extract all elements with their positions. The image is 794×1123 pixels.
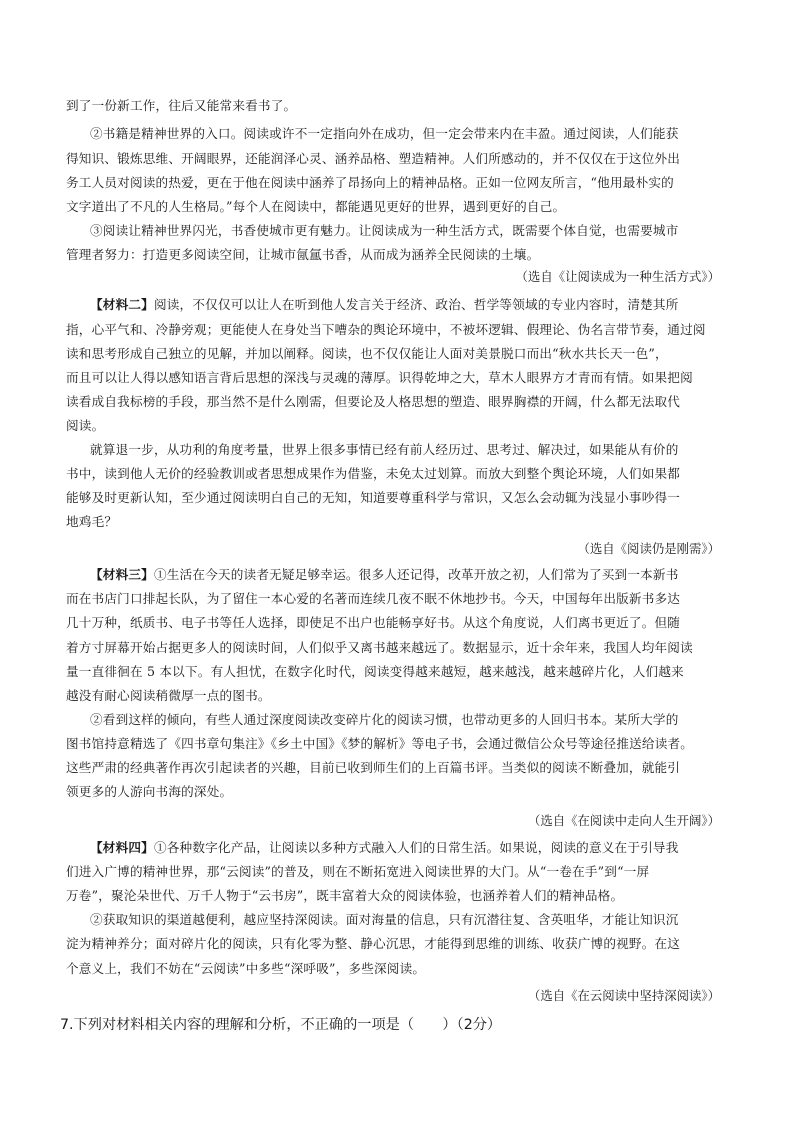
m2-p1-line-2: 指，心平气和、冷静旁观；更能使人在身处当下嘈杂的舆论环境中，不被坏逻辑、假理论、伪名言带节奏，通过阅 — [66, 322, 706, 337]
m4-source: （选自《在云阅读中坚持深阅读》） — [527, 988, 720, 1003]
m3-label: 【材料三】 — [90, 567, 154, 582]
m3-p2-line-4: 领更多的人游向书海的深处。 — [66, 784, 233, 799]
m1-p2-line-1: ②书籍是精神世界的入口。阅读或许不一定指向外在成功，但一定会带来内在丰盈。通过阅读，人们能获 — [90, 126, 679, 141]
m4-p2-line-3: 个意义上，我们不妨在“云阅读”中多些“深呼吸”，多些深阅读。 — [66, 961, 426, 976]
m1-p2-line-3: 务工人员对阅读的热爱，更在于他在阅读中涵养了昂扬向上的精神品格。正如一位网友所言，“他用最朴实的 — [66, 175, 674, 190]
m2-p1-line-6: 阅读。 — [66, 418, 105, 433]
m3-p1-line-6: 越没有耐心阅读稍微厚一点的图书。 — [66, 688, 271, 703]
m1-p3-line-2: 管理者努力：打造更多阅读空间，让城市氤氲书香，从而成为涵养全民阅读的土壤。 — [66, 247, 540, 262]
m1-p3-line-1: ③阅读让精神世界闪光，书香使城市更有魅力。让阅读成为一种生活方式，既需要个体自觉，也需要城市 — [90, 223, 679, 238]
m4-label: 【材料四】 — [90, 840, 154, 855]
m2-p2-line-2: 书中，读到他人无价的经验教训或者思想成果作为借鉴，未免太过划算。而放大到整个舆论环境，人们如果都 — [66, 466, 681, 481]
m3-source: （选自《在阅读中走向人生开阔》） — [527, 813, 720, 828]
m2-p1-line-3: 读和思考形成自己独立的见解，并加以阐释。阅读，也不仅仅能让人面对美景脱口而出“秋水共长天一色”， — [66, 346, 668, 361]
m3-p2-line-3: 这些严肃的经典著作再次引起读者的兴趣，目前已收到师生们的上百篇书评。当类似的阅读不断叠加，就能引 — [66, 760, 681, 775]
question-7: 7.下列对材料相关内容的理解和分析，不正确的一项是（ ）（2分） — [60, 1017, 502, 1033]
m2-p1-line-1: 【材料二】阅读，不仅仅可以让人在听到他人发言关于经济、政治、哲学等领域的专业内容时，清楚其所 — [90, 297, 679, 312]
m4-p2-line-2: 淀为精神养分；面对碎片化的阅读，只有化零为整、静心沉思，才能得到思维的训练、收获广博的视野。在这 — [66, 936, 681, 951]
m3-p1-line-1: 【材料三】①生活在今天的读者无疑足够幸运。很多人还记得，改革开放之初，人们常为了买到一本新书 — [90, 567, 679, 582]
m2-p2-line-4: 地鸡毛？ — [66, 514, 118, 529]
m3-p1-line-3: 几十万种，纸质书、电子书等任人选择，即使足不出户也能畅享好书。从这个角度说，人们离书更近了。但随 — [66, 615, 681, 630]
m3-p2-line-1: ②看到这样的倾向，有些人通过深度阅读改变碎片化的阅读习惯，也带动更多的人回归书本。某所大学的 — [90, 712, 679, 727]
m4-p2-line-1: ②获取知识的渠道越便利，越应坚持深阅读。面对海量的信息，只有沉潜往复、含英咀华，才能让知识沉 — [90, 912, 679, 927]
m3-p2-line-2: 图书馆持意精选了《四书章句集注》《乡土中国》《梦的解析》等电子书，会通过微信公众号等途径推送给读者。 — [66, 736, 694, 751]
m4-p1-line-1: 【材料四】①各种数字化产品，让阅读以多种方式融入人们的日常生活。如果说，阅读的意义在于引导我 — [90, 840, 679, 855]
m2-p2-line-3: 能够及时更新认知，至少通过阅读明白自己的无知，知道要尊重科学与常识，又怎么会动辄为浅显小事吵得一 — [66, 490, 681, 505]
m2-label: 【材料二】 — [90, 297, 154, 312]
m4-p1-line-2: 们进入广博的精神世界，那“云阅读”的普及，则在不断拓宽进入阅读世界的大门。从“一卷在手”到“一屏 — [66, 864, 650, 879]
m4-p1-line-3: 万卷”，聚沦朵世代、万千人物于“云书房”，既丰富着大众的阅读体验，也涵养着人们的精神品格。 — [66, 888, 624, 903]
m3-p1-line-2: 而在书店门口排起长队，为了留住一本心爱的名著而连续几夜不眠不休地抄书。今天，中国每年出版新书多达 — [66, 591, 681, 606]
m2-p1-line-4: 而且可以让人得以感知语言背后思想的深浅与灵魂的薄厚。识得乾坤之大，草木人眼界方才青而有情。如果把阅 — [66, 370, 693, 385]
m1-source: （选自《让阅读成为一种生活方式》） — [515, 269, 720, 284]
m2-p2-line-1: 就算退一步，从功利的角度考量，世界上很多事情已经有前人经历过、思考过、解决过，如果能从有价的 — [90, 442, 679, 457]
m3-p1-line-5: 量一直徘徊在 5 本以下。有人担忧，在数字化时代，阅读变得越来越短，越来越浅，越来越碎片化，人们越来 — [66, 664, 684, 679]
m1-p2-line-4: 文字道出了不凡的人生格局。”每个人在阅读中，都能遇见更好的世界，遇到更好的自己。 — [66, 199, 566, 214]
m2-source: （选自《阅读仍是刚需》） — [577, 541, 720, 556]
m1-p2-line-2: 得知识、锻炼思维、开阔眼界，还能润泽心灵、涵养品格、塑造精神。人们所感动的，并不仅仅在于这位外出 — [66, 151, 681, 166]
m3-p1-line-4: 着方寸屏幕开始占据更多人的阅读时间，人们似乎又离书越来越远了。数据显示，近十余年来，我国人均年阅读 — [66, 640, 693, 655]
m2-p1-line-5: 读看成自我标榜的手段，那当然不是什么刚需，但要论及人格思想的塑造、眼界胸襟的开阔，什么都无法取代 — [66, 394, 681, 409]
intro-line: 到了一份新工作，往后又能常来看书了。 — [66, 98, 297, 113]
